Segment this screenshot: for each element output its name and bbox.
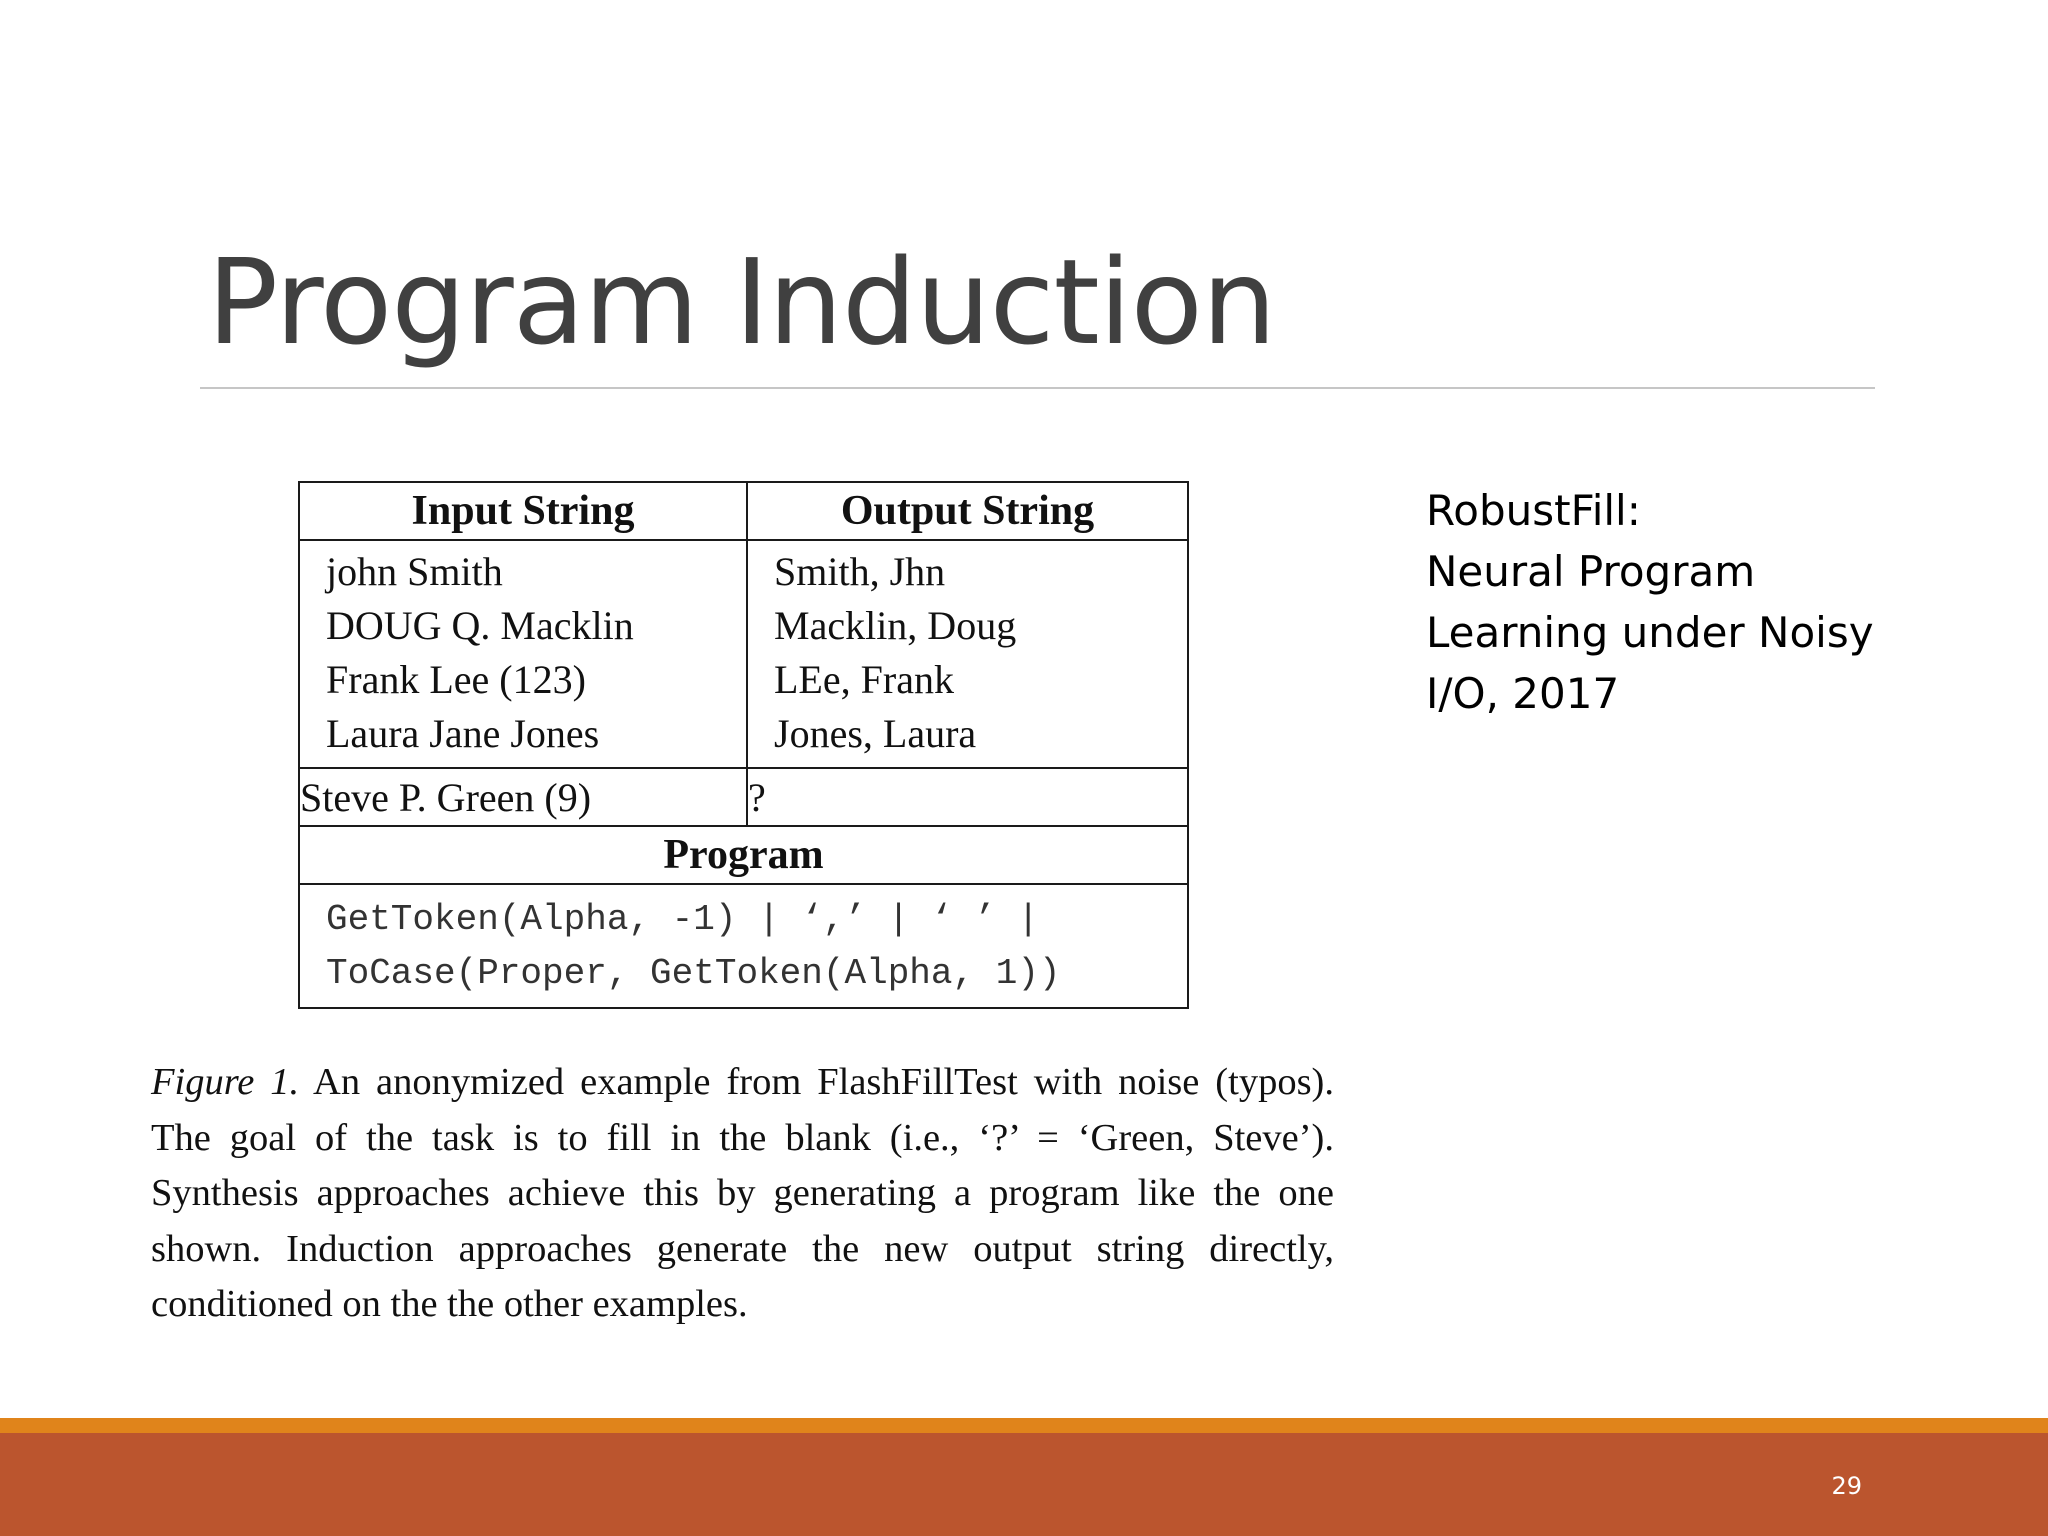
examples-row [299, 540, 1188, 768]
citation-line: RobustFill: [1426, 486, 1641, 535]
header-input-string: Input String [299, 482, 747, 540]
example-input: Laura Jane Jones [326, 711, 600, 756]
slide-title: Program Induction [207, 233, 1276, 371]
program-code [299, 884, 1188, 1008]
program-header-row [299, 826, 1188, 884]
citation-line: I/O, 2017 [1426, 669, 1620, 718]
test-input: Steve P. Green (9) [299, 768, 747, 826]
table-header-row [299, 482, 1188, 540]
example-inputs [299, 540, 747, 768]
example-output: LEe, Frank [774, 657, 954, 702]
citation-note [1426, 480, 1874, 724]
example-output: Jones, Laura [774, 711, 977, 756]
program-header: Program [299, 826, 1188, 884]
page-number: 29 [1831, 1472, 1862, 1500]
header-output-string: Output String [747, 482, 1188, 540]
caption-text: An anonymized example from FlashFillTest with noise (typos). The goal of the task is to fill in the blank (i.e., ‘?’ = ‘Green, Steve’). Synthesis approaches achieve this by generating a program like the one shown. Induction approaches generate the new output string directly, conditioned on the the other examples. [151, 1061, 1334, 1325]
program-line: GetToken(Alpha, -1) | ‘,’ | ‘ ’ | [326, 899, 1039, 940]
citation-line: Learning under Noisy [1426, 608, 1874, 657]
program-line: ToCase(Proper, GetToken(Alpha, 1)) [326, 953, 1061, 994]
program-row [299, 884, 1188, 1008]
example-outputs [747, 540, 1188, 768]
test-output: ? [747, 768, 1188, 826]
example-input: Frank Lee (123) [326, 657, 586, 702]
caption-label: Figure 1. [151, 1061, 300, 1103]
figure-table [298, 481, 1189, 1009]
figure-caption [151, 1055, 1334, 1333]
example-output: Smith, Jhn [774, 549, 946, 594]
test-row [299, 768, 1188, 826]
example-output: Macklin, Doug [774, 603, 1017, 648]
title-divider [200, 387, 1875, 389]
example-input: john Smith [326, 549, 503, 594]
example-input: DOUG Q. Macklin [326, 603, 634, 648]
citation-line: Neural Program [1426, 547, 1756, 596]
footer-band [0, 1433, 2048, 1536]
footer-accent-stripe [0, 1418, 2048, 1433]
